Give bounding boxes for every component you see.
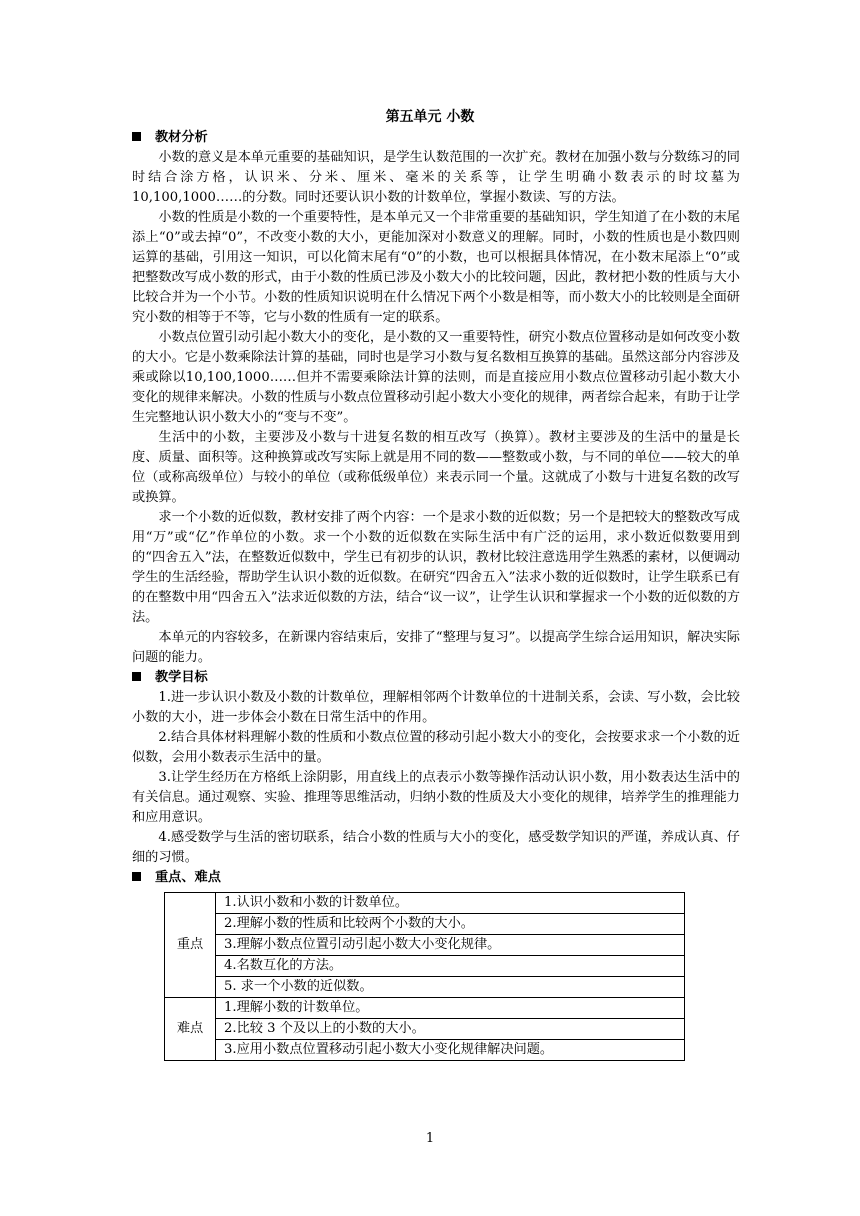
table-cell: 3.理解小数点位置引动引起小数大小变化规律。 bbox=[216, 935, 685, 956]
square-bullet-icon bbox=[132, 672, 141, 681]
section-heading-text: 重点、难点 bbox=[155, 870, 221, 885]
table-cell: 1.认识小数和小数的计数单位。 bbox=[216, 893, 685, 914]
paragraph: 小数的性质是小数的一个重要特性，是本单元又一个非常重要的基础知识，学生知道了在小数的末尾添上“0”或去掉“0”，不改变小数的大小，更能加深对小数意义的理解。同时，小数的性质也是小数四则运算的基础，引用这一知识，可以化简末尾有“0”的小数，也可以根据具体情况，在小数末尾添上“0”或把整数改写成小数的形式，由于小数的性质已涉及小数大小的比较问题，因此，教材把小数的性质与大小比较合并为一个小节。小数的性质知识说明在什么情况下两个小数是相等，而小数大小的比较则是全面研究小数的相等于不等，它与小数的性质有一定的联系。 bbox=[132, 210, 740, 325]
goal-paragraph: 1.进一步认识小数及小数的计数单位，理解相邻两个计数单位的十进制关系，会读、写小数，会比较小数的大小，进一步体会小数在日常生活中的作用。 bbox=[132, 690, 740, 725]
paragraph: 生活中的小数，主要涉及小数与十进复名数的相互改写（换算）。教材主要涉及的生活中的量是长度、质量、面积等。这种换算或改写实际上就是用不同的数——整数或小数，与不同的单位——较大的单位（或称高级单位）与较小的单位（或称低级单位）来表示同一个量。这就成了小数与十进复名数的改写或换算。 bbox=[132, 430, 740, 505]
table-cell: 2.理解小数的性质和比较两个小数的大小。 bbox=[216, 914, 685, 935]
goal-paragraph: 2.结合具体材料理解小数的性质和小数点位置的移动引起小数大小的变化，会按要求求一个小数的近似数，会用小数表示生活中的量。 bbox=[132, 730, 740, 765]
key-points-table bbox=[164, 892, 685, 1061]
section-heading-teaching-goals bbox=[132, 668, 740, 688]
table-row bbox=[165, 935, 685, 956]
table-cell: 4.名数互化的方法。 bbox=[216, 956, 685, 977]
paragraph: 小数的意义是本单元重要的基础知识，是学生认数范围的一次扩充。教材在加强小数与分数练习的同时结合涂方格，认识米、分米、厘米、毫米的关系等，让学生明确小数表示的时坟墓为10,100,1000……的分数。同时还要认识小数的计数单位，掌握小数读、写的方法。 bbox=[132, 150, 740, 205]
page-title: 第五单元 小数 bbox=[385, 109, 475, 125]
key-points-label: 重点 bbox=[165, 893, 216, 998]
table-row bbox=[165, 998, 685, 1019]
table-cell: 3.应用小数点位置移动引起小数大小变化规律解决问题。 bbox=[216, 1040, 685, 1061]
table-row bbox=[165, 956, 685, 977]
table-cell: 5. 求一个小数的近似数。 bbox=[216, 977, 685, 998]
goal-paragraph: 3.让学生经历在方格纸上涂阴影，用直线上的点表示小数等操作活动认识小数，用小数表达生活中的有关信息。通过观察、实验、推理等思维活动，归纳小数的性质及大小变化的规律，培养学生的推理能力和应用意识。 bbox=[132, 770, 740, 825]
table-row bbox=[165, 1040, 685, 1061]
table-row bbox=[165, 893, 685, 914]
square-bullet-icon bbox=[132, 132, 141, 141]
paragraph: 小数点位置引动引起小数大小的变化，是小数的又一重要特性，研究小数点位置移动是如何改变小数的大小。它是小数乘除法计算的基础，同时也是学习小数与复名数相互换算的基础。虽然这部分内容涉及乘或除以10,100,1000……但并不需要乘除法计算的法则，而是直接应用小数点位置移动引起小数大小变化的规律来解决。小数的性质与小数点位置移动引起小数大小变化的规律，两者综合起来，有助于让学生完整地认识小数大小的“变与不变”。 bbox=[132, 330, 740, 425]
section-heading-textbook-analysis bbox=[132, 128, 740, 148]
table-row bbox=[165, 914, 685, 935]
table-cell: 2.比较 3 个及以上的小数的大小。 bbox=[216, 1019, 685, 1040]
section-heading-text: 教材分析 bbox=[155, 130, 208, 145]
goal-paragraph: 4.感受数学与生活的密切联系，结合小数的性质与大小的变化，感受数学知识的严谨，养成认真、仔细的习惯。 bbox=[132, 830, 740, 865]
table-row bbox=[165, 977, 685, 998]
table-row bbox=[165, 1019, 685, 1040]
page-number: 1 bbox=[425, 1131, 435, 1146]
section-heading-text: 教学目标 bbox=[155, 670, 208, 685]
table-cell: 1.理解小数的计数单位。 bbox=[216, 998, 685, 1019]
square-bullet-icon bbox=[132, 872, 141, 881]
paragraph: 本单元的内容较多，在新课内容结束后，安排了“整理与复习”。以提高学生综合运用知识，解决实际问题的能力。 bbox=[132, 630, 740, 665]
paragraph: 求一个小数的近似数，教材安排了两个内容：一个是求小数的近似数；另一个是把较大的整数改写成用“万”或“亿”作单位的小数。求一个小数的近似数在实际生活中有广泛的运用，求小数近似数要用到的“四舍五入”法，在整数近似数中，学生已有初步的认识，教材比较注意选用学生熟悉的素材，以便调动学生的生活经验，帮助学生认识小数的近似数。在研究“四舍五入”法求小数的近似数时，让学生联系已有的在整数中用“四舍五入”法求近似数的方法，结合“议一议”，让学生认识和掌握求一个小数的近似数的方法。 bbox=[132, 510, 740, 625]
difficult-points-label: 难点 bbox=[165, 998, 216, 1061]
section-heading-key-difficult-points bbox=[132, 868, 740, 888]
document-body bbox=[132, 128, 740, 1061]
